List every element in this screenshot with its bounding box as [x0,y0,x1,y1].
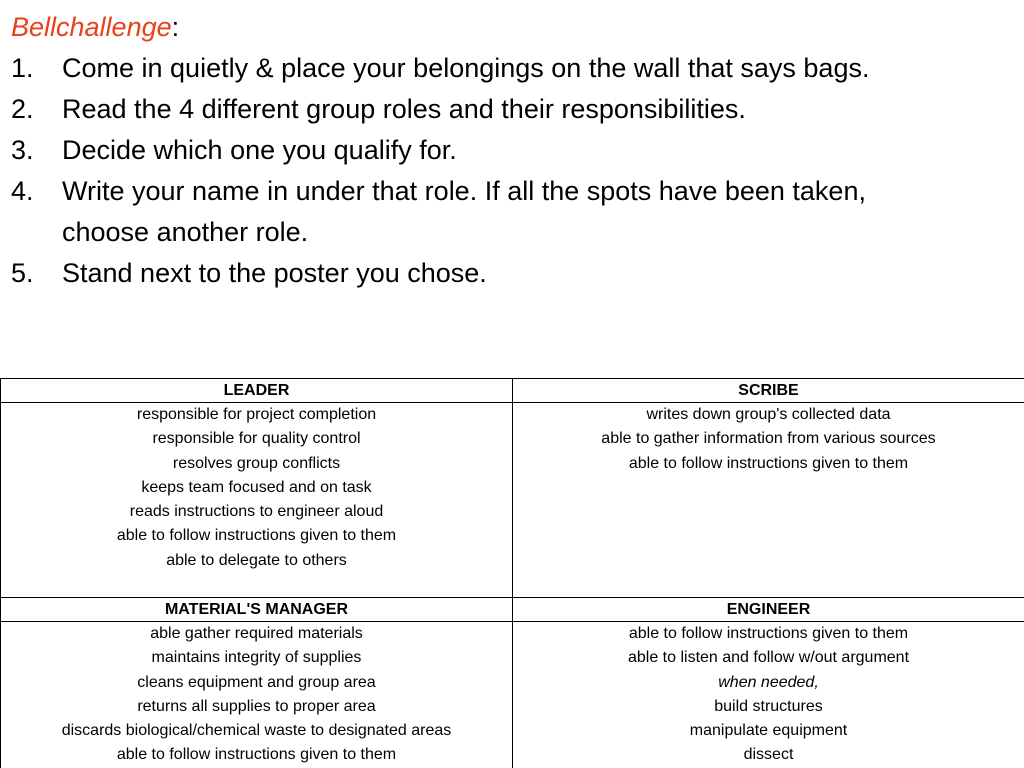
duty-item: returns all supplies to proper area [137,697,376,715]
instruction-step [11,171,1011,253]
table-header-row [1,379,1024,403]
duty-item: able to follow instructions given to them [628,625,909,642]
duty-item: responsible for quality control [152,430,361,448]
duty-item: reads instructions to engineer aloud [129,503,384,521]
duty-item: dissect [743,746,794,764]
step-text: Come in quietly & place your belongings on the wall that says bags. [62,53,870,83]
duty-item: able to follow instructions given to them [116,527,397,545]
step-text: Write your name in under that role. If all the spots have been taken, choose another role. [62,176,866,247]
duty-item: able to listen and follow w/out argument [627,649,910,667]
step-text: Read the 4 different group roles and their responsibilities. [62,94,746,124]
title-colon: : [171,12,180,42]
duty-item: writes down group's collected data [646,406,891,423]
role-heading-scribe: SCRIBE [513,379,1024,403]
role-heading-materials-manager: MATERIAL'S MANAGER [1,598,513,622]
instruction-step [11,253,1011,294]
duty-item: resolves group conflicts [172,454,341,472]
duty-item: able to follow instructions given to them [116,746,397,764]
bellchallenge-title [11,8,179,46]
role-duties-materials-manager [1,622,513,768]
title-word: Bellchallenge [11,12,172,42]
step-text: Decide which one you qualify for. [62,135,457,165]
step-number: 2. [11,94,34,124]
duty-item: when needed, [718,673,819,691]
duty-item: build structures [714,697,823,715]
role-duties-leader [1,403,513,598]
duty-item: able gather required materials [150,625,363,642]
table-body-row [1,403,1024,598]
group-roles-table [0,378,1024,768]
role-heading-leader: LEADER [1,379,513,403]
step-text: Stand next to the poster you chose. [62,258,487,288]
duty-item: able to gather information from various sources [601,430,936,448]
duty-item: manipulate equipment [689,722,848,740]
duty-item: cleans equipment and group area [137,673,376,691]
table-body-row [1,622,1024,768]
duty-item: able to delegate to others [166,551,347,569]
step-number: 1. [11,53,34,83]
role-heading-engineer: ENGINEER [513,598,1024,622]
step-number: 3. [11,135,34,165]
duty-item: keeps team focused and on task [141,478,372,496]
duty-item: responsible for project completion [136,406,377,423]
instruction-step [11,48,1011,89]
role-duties-scribe [513,403,1024,598]
step-number: 5. [11,258,34,288]
duty-item: discards biological/chemical waste to designated areas [61,722,452,740]
instruction-list [11,48,1011,294]
instruction-step [11,130,1011,171]
duty-item: maintains integrity of supplies [151,649,362,667]
duty-item: able to follow instructions given to them [628,454,909,472]
role-duties-engineer [513,622,1024,768]
step-number: 4. [11,176,34,206]
instruction-step [11,89,1011,130]
table-header-row [1,598,1024,622]
